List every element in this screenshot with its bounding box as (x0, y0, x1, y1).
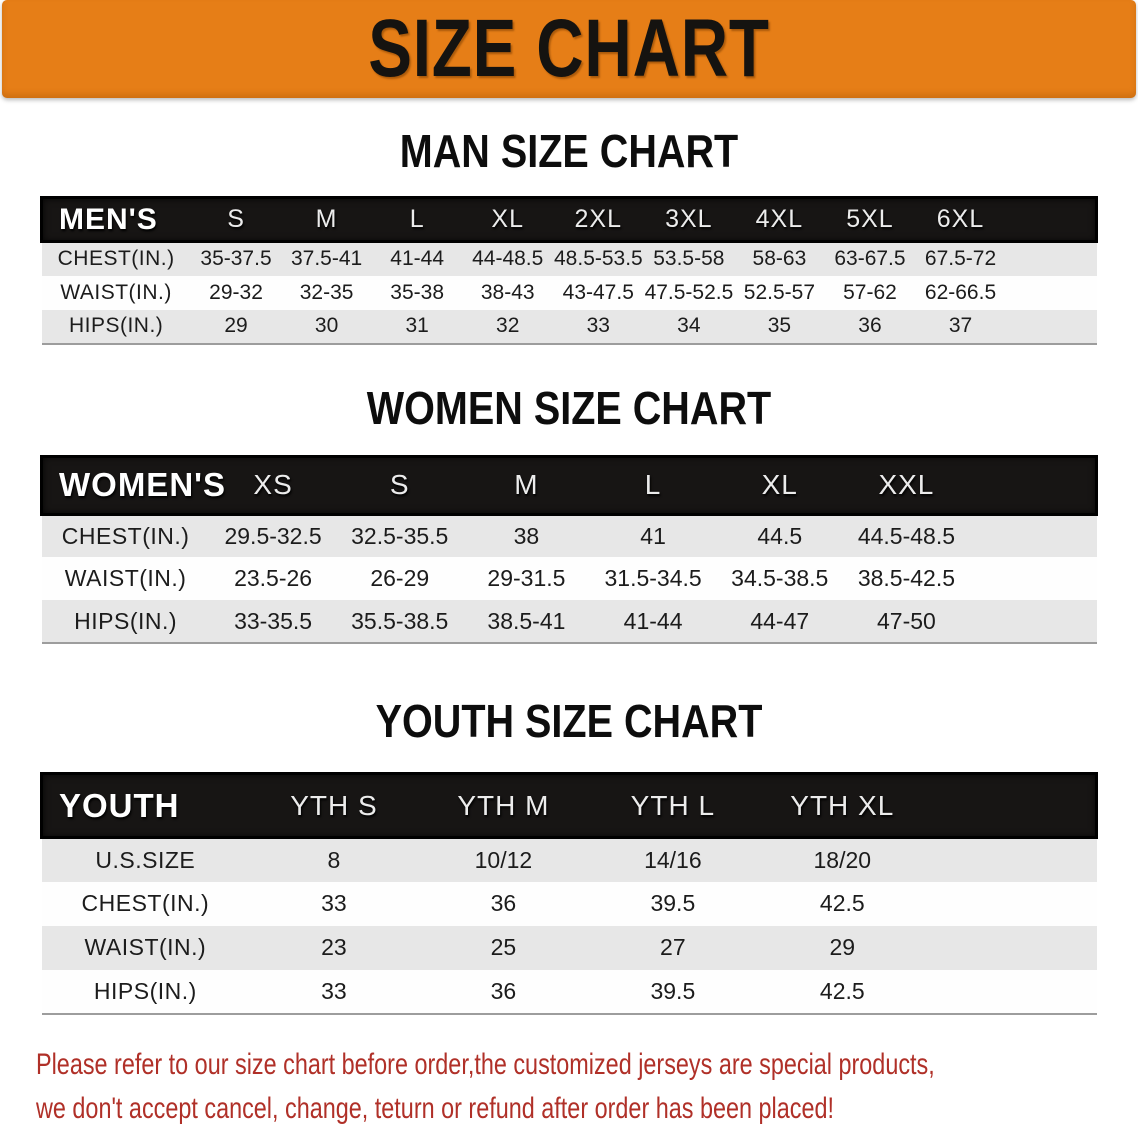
measurement-cell: 25 (490, 934, 517, 960)
measurement-cell: 52.5-57 (743, 280, 816, 304)
row-spacer (970, 600, 1097, 643)
measurement-cell: 23 (321, 934, 347, 960)
size-column-header: YTH M (457, 789, 550, 821)
measurement-cell: 48.5-53.5 (554, 247, 643, 271)
measurement-cell: 35-38 (390, 280, 445, 304)
measurement-cell: 44-47 (750, 607, 810, 634)
measurement-cell: 35 (767, 314, 792, 337)
row-spacer (1006, 310, 1097, 344)
measurement-cell: 53.5-58 (653, 247, 725, 271)
size-column-header: 4XL (755, 205, 804, 233)
women-size-table (40, 455, 1098, 645)
measurement-cell: 39.5 (650, 890, 696, 916)
measurement-cell: 29.5-32.5 (224, 522, 322, 549)
measurement-cell: 41 (640, 522, 666, 549)
row-spacer (970, 557, 1097, 600)
measurement-row-label: WAIST(IN.) (64, 565, 187, 591)
measurement-cell: 34 (677, 314, 701, 337)
row-spacer (927, 970, 1096, 1014)
measurement-cell: 67.5-72 (924, 247, 997, 271)
row-spacer (970, 514, 1097, 557)
disclaimer-line-2: we don't accept cancel, change, teturn or refund after order has been placed! (36, 1091, 834, 1125)
header-spacer (1006, 198, 1097, 242)
section-heading-men: MAN SIZE CHART (399, 125, 739, 177)
measurement-cell: 32-35 (299, 280, 354, 304)
measurement-cell: 27 (660, 934, 686, 960)
measurement-cell: 29-31.5 (487, 565, 566, 591)
measurement-cell: 44-48.5 (472, 247, 544, 271)
measurement-cell: 33-35.5 (234, 607, 313, 634)
measurement-cell: 32 (496, 314, 520, 337)
size-column-header: L (644, 469, 662, 500)
size-column-header: 3XL (665, 205, 713, 233)
measurement-cell: 34.5-38.5 (731, 565, 829, 591)
measurement-cell: 8 (327, 846, 341, 873)
row-spacer (1006, 242, 1097, 276)
header-spacer (970, 456, 1097, 514)
measurement-cell: 42.5 (819, 977, 865, 1004)
measurement-row-label: CHEST(IN.) (57, 247, 175, 271)
table-row (42, 557, 1097, 600)
size-column-header: YTH L (630, 789, 716, 821)
row-spacer (927, 838, 1096, 882)
size-column-header: YTH XL (790, 789, 895, 821)
measurement-cell: 47.5-52.5 (644, 280, 734, 304)
measurement-cell: 44.5-48.5 (857, 522, 956, 549)
measurement-cell: 33 (586, 314, 610, 337)
measurement-cell: 44.5 (757, 522, 803, 549)
table-corner-label: YOUTH (59, 786, 180, 824)
youth-size-table (40, 772, 1098, 1015)
measurement-cell: 33 (321, 977, 347, 1004)
disclaimer-line-1: Please refer to our size chart before order,the customized jerseys are special products, (36, 1047, 935, 1081)
measurement-cell: 31 (405, 314, 429, 337)
measurement-cell: 43-47.5 (562, 280, 634, 304)
table-header-row (42, 774, 1097, 838)
measurement-cell: 37.5-41 (290, 247, 363, 271)
measurement-row-label: HIPS(IN.) (74, 607, 178, 634)
table-row (42, 882, 1097, 926)
banner-title: SIZE CHART (368, 3, 770, 94)
disclaimer (36, 1043, 1138, 1131)
row-spacer (927, 882, 1096, 926)
section-heading-women: WOMEN SIZE CHART (366, 381, 772, 434)
measurement-cell: 33 (321, 890, 347, 916)
measurement-cell: 63-67.5 (834, 247, 906, 271)
measurement-cell: 41-44 (623, 607, 683, 634)
measurement-cell: 29 (224, 314, 248, 337)
measurement-row-label: U.S.SIZE (95, 846, 196, 873)
measurement-row-label: HIPS(IN.) (93, 977, 197, 1004)
table-corner-label: MEN'S (59, 202, 158, 236)
measurement-cell: 38-43 (480, 280, 535, 304)
size-column-header: XXL (878, 469, 935, 500)
table-header-row (42, 456, 1097, 514)
size-column-header: S (389, 469, 410, 500)
section-men (0, 125, 1138, 345)
measurement-cell: 29 (829, 934, 856, 960)
table-row (42, 514, 1097, 557)
size-column-header: XL (491, 205, 525, 233)
measurement-row-label: CHEST(IN.) (61, 522, 190, 549)
measurement-cell: 62-66.5 (924, 280, 997, 304)
men-size-table (40, 196, 1098, 345)
measurement-cell: 35.5-38.5 (351, 607, 449, 634)
measurement-cell: 35-37.5 (200, 247, 272, 271)
measurement-cell: 18/20 (813, 846, 872, 873)
measurement-cell: 10/12 (474, 846, 533, 873)
table-row (42, 970, 1097, 1014)
measurement-cell: 42.5 (819, 890, 865, 916)
table-row (42, 242, 1097, 276)
size-column-header: 2XL (574, 205, 623, 233)
measurement-cell: 36 (858, 314, 882, 337)
size-column-header: M (315, 205, 338, 233)
table-row (42, 600, 1097, 643)
section-youth (0, 695, 1138, 1015)
banner (2, 0, 1136, 98)
measurement-cell: 26-29 (370, 565, 430, 591)
size-column-header: L (409, 205, 425, 233)
measurement-cell: 41-44 (390, 247, 445, 271)
measurement-cell: 36 (490, 890, 517, 916)
measurement-row-label: CHEST(IN.) (81, 890, 210, 916)
size-column-header: XS (253, 469, 293, 500)
measurement-cell: 37 (948, 314, 973, 337)
measurement-row-label: WAIST(IN.) (84, 934, 207, 960)
section-heading-youth: YOUTH SIZE CHART (375, 695, 763, 747)
measurement-cell: 38.5-41 (487, 607, 566, 634)
section-women (0, 381, 1138, 645)
table-row (42, 276, 1097, 310)
size-column-header: 6XL (936, 205, 985, 233)
measurement-cell: 39.5 (650, 977, 696, 1004)
size-column-header: 5XL (846, 205, 894, 233)
measurement-cell: 23.5-26 (234, 565, 313, 591)
row-spacer (927, 926, 1096, 970)
measurement-cell: 57-62 (843, 280, 897, 304)
header-spacer (927, 774, 1096, 838)
measurement-row-label: HIPS(IN.) (68, 314, 164, 337)
size-column-header: YTH S (290, 789, 378, 821)
measurement-cell: 47-50 (877, 607, 936, 634)
table-header-row (42, 198, 1097, 242)
size-column-header: M (514, 469, 539, 500)
measurement-cell: 38 (513, 522, 540, 549)
measurement-cell: 31.5-34.5 (604, 565, 702, 591)
table-corner-label: WOMEN'S (59, 466, 227, 503)
measurement-cell: 29-32 (209, 280, 263, 304)
table-row (42, 926, 1097, 970)
measurement-cell: 36 (490, 977, 517, 1004)
measurement-row-label: WAIST(IN.) (60, 280, 172, 304)
measurement-cell: 58-63 (752, 247, 807, 271)
measurement-cell: 38.5-42.5 (857, 565, 956, 591)
size-column-header: S (227, 205, 245, 233)
row-spacer (1006, 276, 1097, 310)
table-row (42, 310, 1097, 344)
measurement-cell: 30 (314, 314, 339, 337)
measurement-cell: 32.5-35.5 (351, 522, 449, 549)
measurement-cell: 14/16 (644, 846, 702, 873)
table-row (42, 838, 1097, 882)
size-column-header: XL (761, 469, 798, 500)
